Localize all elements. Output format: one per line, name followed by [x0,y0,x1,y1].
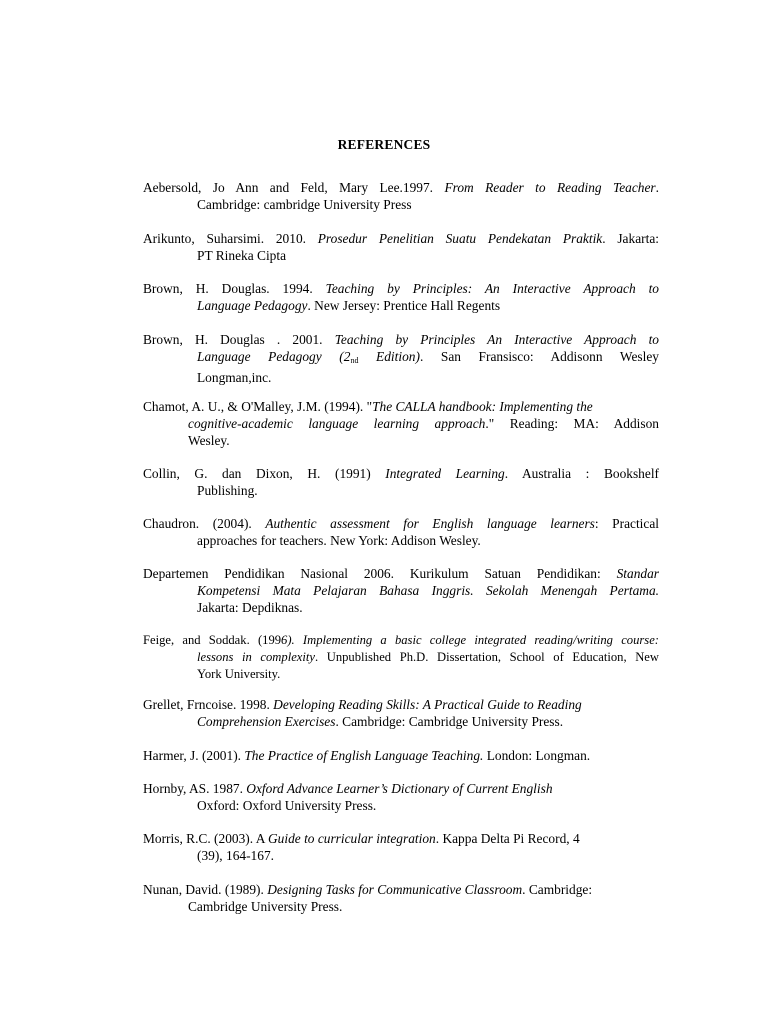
ref-line: Cambridge University Press. [188,899,343,914]
ref-line: Chamot, A. U., & O'Malley, J.M. (1994). "The CALLA handbook: Implementing the [143,399,593,414]
ref-line: Longman,inc. [197,370,272,385]
reference-entry [143,881,659,915]
reference-entry [143,747,659,764]
ref-line: Publishing. [197,483,258,498]
reference-entry [143,632,659,683]
reference-entry [143,565,659,616]
ref-line: Harmer, J. (2001). The Practice of English Language Teaching. London: Longman. [143,748,591,763]
ref-line: approaches for teachers. New York: Addison Wesley. [197,533,481,548]
ref-line: Arikunto, Suharsimi. 2010. Prosedur Penelitian Suatu Pendekatan Praktik. Jakarta: [143,231,659,246]
reference-entry [143,331,659,386]
reference-entry [143,465,659,499]
ref-line: Departemen Pendidikan Nasional 2006. Kurikulum Satuan Pendidikan: Standar [143,566,659,581]
ref-line: Wesley. [188,433,230,448]
reference-entry [143,780,659,814]
ref-line: Kompetensi Mata Pelajaran Bahasa Inggris. Sekolah Menengah Pertama. [197,583,659,598]
ref-line: Jakarta: Depdiknas. [197,600,303,615]
ref-line: Grellet, Frncoise. 1998. Developing Reading Skills: A Practical Guide to Reading [143,697,582,712]
ref-line: PT Rineka Cipta [197,248,287,263]
ref-line: Chaudron. (2004). Authentic assessment for English language learners: Practical [143,516,659,531]
ref-line: Collin, G. dan Dixon, H. (1991) Integrated Learning. Australia : Bookshelf [143,466,659,481]
ref-line: Comprehension Exercises. Cambridge: Cambridge University Press. [197,714,564,729]
page-title: REFERENCES [337,137,431,152]
reference-entry [143,398,659,449]
ref-line: cognitive-academic language learning approach." Reading: MA: Addison [188,416,659,431]
ref-line: Nunan, David. (1989). Designing Tasks for Communicative Classroom. Cambridge: [143,882,593,897]
reference-entry [143,230,659,264]
ref-line: Brown, H. Douglas. 1994. Teaching by Principles: An Interactive Approach to [143,281,659,296]
ref-line: Aebersold, Jo Ann and Feld, Mary Lee.1997. From Reader to Reading Teacher. [143,180,660,195]
reference-entry [143,280,659,314]
reference-entry [143,515,659,549]
ref-line: Oxford: Oxford University Press. [197,798,377,813]
reference-entry [143,179,659,213]
ref-line: Cambridge: cambridge University Press [197,197,412,212]
ref-line: Language Pedagogy. New Jersey: Prentice Hall Regents [197,298,501,313]
ref-line: Hornby, AS. 1987. Oxford Advance Learner’s Dictionary of Current English [143,781,553,796]
ref-line: Morris, R.C. (2003). A Guide to curricular integration. Kappa Delta Pi Record, 4 [143,831,580,846]
ref-line: Brown, H. Douglas . 2001. Teaching by Principles An Interactive Approach to [143,332,659,347]
reference-entry [143,830,659,864]
ref-line: York University. [197,667,281,681]
ref-line: lessons in complexity. Unpublished Ph.D. Dissertation, School of Education, New [197,650,659,664]
ref-line: Feige, and Soddak. (1996). Implementing a basic college integrated reading/writing course: [143,633,659,647]
ref-line: (39), 164-167. [197,848,274,863]
ref-line: Language Pedagogy ($2_{nd}$ Edition). San Fransisco: Addisonn Wesley [197,349,659,365]
reference-entry [143,696,659,730]
